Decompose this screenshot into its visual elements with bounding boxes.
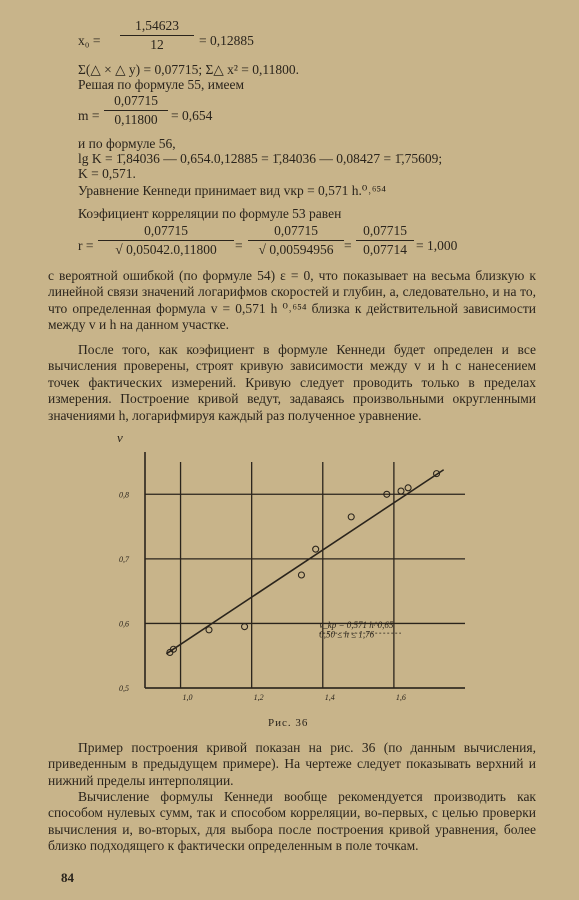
curve-range-label: 0,50 ≤ h ≤ 1,76 bbox=[319, 629, 375, 640]
x-tick-label: 1,6 bbox=[395, 693, 406, 702]
formula-m-result: = 0,654 bbox=[171, 108, 213, 123]
text-formula56: и по формуле 56, bbox=[78, 136, 176, 151]
data-point bbox=[298, 572, 304, 578]
chart-ticks bbox=[117, 430, 406, 702]
fraction-numerator: 1,54623 bbox=[120, 18, 194, 36]
fraction-numerator: 0,07715 bbox=[98, 223, 234, 241]
y-tick-label: 0,8 bbox=[119, 490, 129, 500]
text-formula55: Решая по формуле 55, имеем bbox=[78, 77, 245, 92]
x-tick-label: 1,4 bbox=[324, 693, 335, 702]
formula-x0-lhs: x₀ = bbox=[78, 33, 101, 48]
data-point bbox=[313, 546, 319, 552]
y-tick-label: 0,7 bbox=[119, 554, 129, 564]
formula-r-lhs: r = bbox=[78, 238, 94, 253]
fraction-denominator: 0,11800 bbox=[114, 112, 158, 127]
fraction-numerator: 0,07715 bbox=[248, 223, 344, 241]
y-tick-label: 0,6 bbox=[119, 619, 129, 629]
text-correlation: Коэфициент корреляции по формуле 53 равен bbox=[78, 206, 342, 221]
text-kennedy-equation: Уравнение Кенneди принимает вид vкр = 0,571 h.⁰˒⁶⁵⁴ bbox=[78, 183, 386, 198]
page-number: 84 bbox=[61, 870, 74, 885]
data-point bbox=[398, 488, 404, 494]
formula-k: K = 0,571. bbox=[78, 166, 136, 181]
data-point bbox=[405, 485, 411, 491]
figure-caption: Рис. 36 bbox=[268, 717, 309, 729]
formula-m-lhs: m = bbox=[78, 108, 100, 123]
fraction-denominator: 12 bbox=[150, 37, 164, 52]
paragraph-error: с вероятной ошибкой (по формуле 54) ε = 0, что показывает на весьма близкую к линейной связи значений логарифмов скоростей и глубин, а, следовательно, и на то, что определенная формула v = 0,571 h ⁰˒⁶⁵⁴ близка к действительной зависимости между v и h на данном участке. bbox=[48, 268, 536, 333]
data-point bbox=[206, 627, 212, 633]
data-point bbox=[242, 624, 248, 630]
fraction-denominator: √ 0,00594956 bbox=[258, 242, 334, 257]
fraction-numerator: 0,07715 bbox=[104, 93, 168, 111]
x-tick-label: 1,2 bbox=[253, 693, 264, 702]
fraction-denominator: 0,07714 bbox=[363, 242, 407, 257]
chart-points bbox=[166, 470, 443, 656]
curve-equation-label: v_kp = 0,571 h^0,65 bbox=[319, 619, 394, 630]
paragraph-calculation: Вычисление формулы Кеннеди вообще рекомендуется производить как способом нулевых сумм, так и способом корреляции, во-первых, с целью проверки вычисления и, во-вторых, для выбора после построения кривой уравнения, более близко подходящего к фактически определенным в поле точкам. bbox=[48, 789, 536, 854]
regression-line bbox=[166, 470, 443, 654]
equals-sign: = bbox=[235, 238, 243, 253]
fraction-denominator: √ 0,05042.0,11800 bbox=[115, 242, 217, 257]
equals-sign: = bbox=[344, 238, 352, 253]
paragraph-after: После того, как коэфициент в формуле Кеннеди будет определен и все вычисления проверены, строят кривую зависимости между v и h с нанесением точек фактических измерений. Кривую следует проводить только в пределах измерения. Построение кривой ведут, задаваясь произвольными округленными значениями h, логарифмируя каждый раз полученное уравнение. bbox=[48, 342, 536, 423]
formula-x0-result: = 0,12885 bbox=[199, 33, 254, 48]
paragraph-example: Пример построения кривой показан на рис. 36 (по данным вычисления, приведенным в предыдущем примере). На чертеже следует показывать верхний и нижний пределы интерполяции. bbox=[48, 740, 536, 788]
fraction-numerator: 0,07715 bbox=[356, 223, 414, 241]
x-tick-label: 1,0 bbox=[182, 693, 193, 702]
data-point bbox=[348, 514, 354, 520]
formula-sums: Σ(△ × △ y) = 0,07715; Σ△ x² = 0,11800. bbox=[78, 62, 299, 77]
y-tick-label: 0,5 bbox=[119, 684, 129, 693]
formula-lgk: lg K = 1̄,84036 — 0,654.0,12885 = 1̄,84036 — 0,08427 = 1̄,75609; bbox=[78, 151, 443, 166]
y-axis-label: v bbox=[117, 430, 123, 445]
formula-r-result: = 1,000 bbox=[416, 238, 458, 253]
